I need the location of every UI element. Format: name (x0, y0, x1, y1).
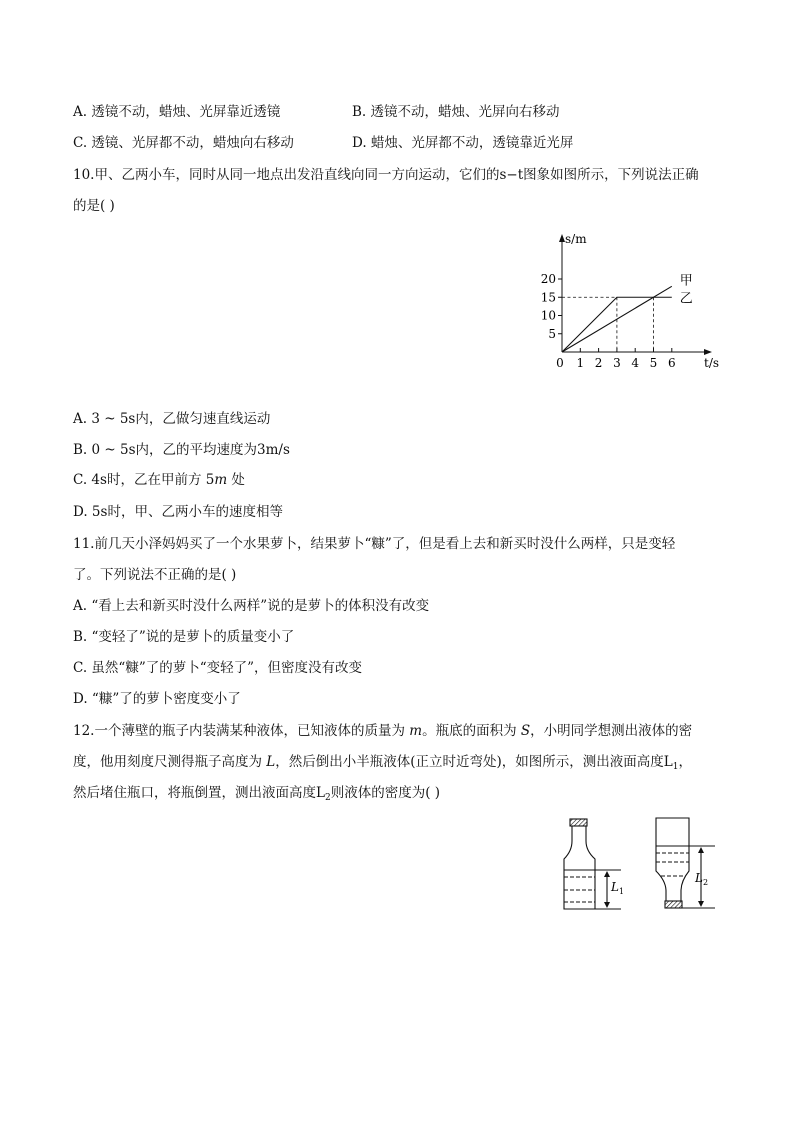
q12-subscript: 1 (672, 762, 679, 772)
q12-text: ，然后倒出小半瓶液体(正立时近弯处)，如图所示，测出液面高度L (275, 754, 673, 770)
q10-stem-line2: 的是( ) (73, 198, 115, 214)
q12-text: 12.一个薄壁的瓶子内装满某种液体，已知液体的质量为 (73, 723, 410, 739)
q12-text: 度，他用刻度尺测得瓶子高度为 (73, 754, 267, 770)
q9-option-d: D. 蜡烛、光屏都不动，透镜靠近光屏 (352, 135, 574, 151)
q10-option-c (73, 471, 245, 489)
q12-bottle-figure (555, 815, 725, 915)
label-l1: $L_1$ (611, 880, 625, 896)
x-tick-label: 5 (649, 356, 658, 370)
x-tick-label: 6 (667, 356, 676, 370)
q10-option-b: B. 0 ~ 5s内，乙的平均速度为3m/s (73, 442, 290, 458)
q10-option-c-var: m (214, 472, 228, 488)
y-axis-label: s/m (565, 232, 587, 246)
q12-var-m: m (409, 723, 423, 739)
arrow-up (698, 847, 704, 853)
q12-text: ， (678, 754, 692, 770)
q12-var-s: S (520, 723, 531, 739)
q10-option-d: D. 5s时，甲、乙两小车的速度相等 (73, 504, 283, 520)
q12-stem-line1 (73, 722, 692, 740)
inverted-bottle (656, 818, 715, 908)
x-tick-label: 4 (631, 356, 640, 370)
x-axis-label: t/s (704, 356, 720, 370)
x-tick-label: 1 (576, 356, 585, 370)
bottle-cap (665, 901, 682, 908)
q12-text: 。瓶底的面积为 (422, 723, 521, 739)
bottle-cap (570, 819, 587, 826)
q10-st-graph (540, 228, 730, 376)
y-tick-label: 5 (548, 326, 556, 341)
q12-var-l: L (266, 754, 276, 770)
x-tick-label: 0 (556, 356, 564, 370)
series-jia-label: 甲 (679, 273, 693, 289)
q11-stem-line1: 11.前几天小泽妈妈买了一个水果萝卜，结果萝卜“糠”了，但是看上去和新买时没什么两样，只是变轻 (73, 536, 676, 552)
q10-stem-line1: 10.甲、乙两小车，同时从同一地点出发沿直线向同一方向运动，它们的s−t图象如图所示，下列说法正确 (73, 167, 699, 183)
label-l2: $L_2$ (695, 871, 709, 887)
q10-option-c-text: C. 4s时，乙在甲前方 5 (73, 472, 215, 488)
arrow-down (604, 902, 610, 908)
q9-option-a: A. 透镜不动，蜡烛、光屏靠近透镜 (73, 104, 281, 120)
q12-stem-line2 (73, 753, 692, 776)
q12-text: 则液体的密度为( ) (330, 785, 441, 801)
q11-option-c: C. 虽然“糠”了的萝卜“变轻了”，但密度没有改变 (73, 660, 363, 676)
q9-option-c: C. 透镜、光屏都不动，蜡烛向右移动 (73, 135, 294, 151)
q11-option-b: B. “变轻了”说的是萝卜的质量变小了 (73, 629, 295, 645)
y-tick-label: 15 (540, 290, 556, 305)
q11-option-d: D. “糠”了的萝卜密度变小了 (73, 691, 241, 707)
arrow-down (698, 901, 704, 907)
q12-text: ，小明同学想测出液体的密 (530, 723, 693, 739)
y-tick-label: 10 (540, 308, 556, 323)
q11-option-a: A. “看上去和新买时没什么两样”说的是萝卜的体积没有改变 (73, 598, 430, 614)
arrow-up (604, 871, 610, 877)
series-yi-label: 乙 (679, 291, 693, 307)
y-tick-label: 20 (540, 272, 556, 286)
q9-option-b: B. 透镜不动，蜡烛、光屏向右移动 (352, 104, 560, 120)
x-tick-label: 2 (594, 356, 603, 370)
q12-subscript: 2 (324, 793, 331, 803)
upright-bottle (564, 819, 621, 909)
x-axis-arrow (704, 349, 712, 355)
q12-text: 然后堵住瓶口，将瓶倒置，测出液面高度L (73, 785, 325, 801)
q11-stem-line2: 了。下列说法不正确的是( ) (73, 567, 237, 583)
x-tick-label: 3 (613, 356, 621, 370)
q10-option-c-tail: 处 (227, 472, 245, 488)
q10-option-a: A. 3 ~ 5s内，乙做匀速直线运动 (73, 411, 271, 427)
q12-stem-line3 (73, 784, 440, 807)
